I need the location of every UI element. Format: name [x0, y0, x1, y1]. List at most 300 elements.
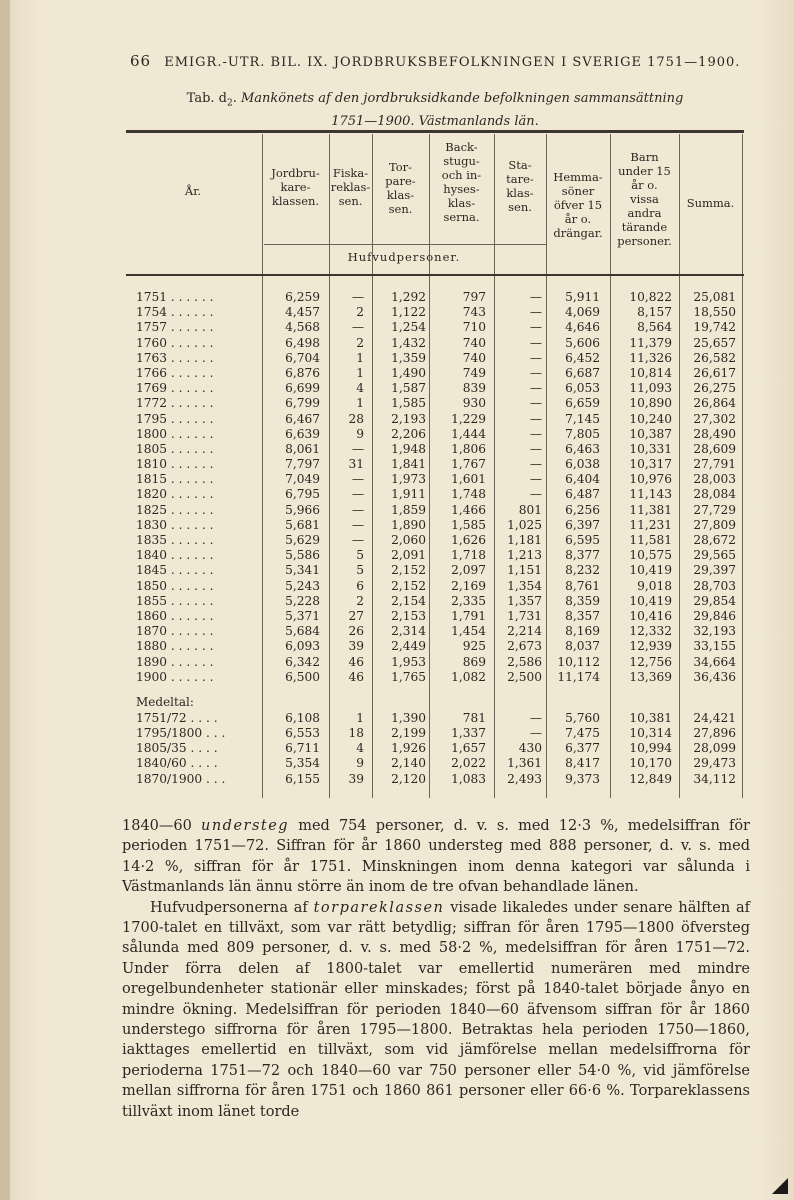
value-cell: 28,490	[693, 426, 736, 441]
year-cell: 1772 . . . . . .	[136, 396, 214, 411]
col-header-torpare: Tor- pare- klas- sen.	[385, 160, 416, 216]
group-header-rule	[264, 244, 547, 245]
value-cell: 1,841	[391, 457, 426, 472]
value-cell: 1,361	[507, 756, 542, 771]
value-cell: 12,756	[629, 654, 672, 669]
value-cell: 7,049	[285, 472, 320, 487]
value-cell: —	[529, 305, 542, 320]
value-cell: —	[529, 381, 542, 396]
table-row	[126, 427, 746, 442]
year-cell: 1820 . . . . . .	[136, 487, 214, 502]
page-number: 66	[130, 52, 152, 70]
value-cell: 10,419	[629, 593, 672, 608]
year-cell: 1757 . . . . . .	[136, 320, 214, 335]
value-cell: 1,718	[451, 548, 486, 563]
value-cell: 27,809	[693, 517, 736, 532]
value-cell: 710	[462, 320, 486, 335]
value-cell: 2,193	[391, 411, 426, 426]
value-cell: 801	[518, 502, 542, 517]
value-cell: 7,797	[285, 457, 320, 472]
value-cell: —	[351, 441, 364, 456]
value-cell: 13,369	[629, 669, 672, 684]
value-cell: —	[529, 350, 542, 365]
table-row	[126, 563, 746, 578]
value-cell: 5,911	[565, 290, 600, 304]
value-cell: 26,617	[693, 365, 736, 380]
value-cell: 6,053	[565, 381, 600, 396]
table-row	[126, 609, 746, 624]
average-row	[126, 726, 746, 741]
value-cell: 10,331	[629, 441, 672, 456]
value-cell: 740	[462, 350, 486, 365]
value-cell: 5,354	[285, 756, 320, 771]
col-header-year: År.	[184, 184, 202, 198]
value-cell: 10,994	[629, 741, 672, 756]
value-cell: 9	[356, 426, 364, 441]
value-cell: 10,822	[629, 290, 672, 304]
table-header-rule	[126, 274, 744, 276]
value-cell: 930	[462, 396, 486, 411]
value-cell: 8,169	[565, 624, 600, 639]
value-cell: —	[529, 726, 542, 741]
year-cell: 1763 . . . . . .	[136, 350, 214, 365]
value-cell: 10,387	[629, 426, 672, 441]
value-cell: 1,731	[507, 608, 542, 623]
value-cell: 5,586	[285, 548, 320, 563]
average-row	[126, 756, 746, 771]
value-cell: 29,846	[693, 608, 736, 623]
value-cell: 1,587	[391, 381, 426, 396]
value-cell: 6,687	[565, 365, 600, 380]
table-row	[126, 336, 746, 351]
value-cell: 797	[462, 290, 486, 304]
value-cell: 7,805	[565, 426, 600, 441]
value-cell: 1,466	[451, 502, 486, 517]
table-title-line1: Mankönets af den jordbruksidkande befolkningen sammansättning	[240, 91, 684, 106]
value-cell: 2,154	[391, 593, 426, 608]
value-cell: 29,854	[693, 593, 736, 608]
value-cell: 2,152	[391, 563, 426, 578]
value-cell: 6,038	[565, 457, 600, 472]
value-cell: 1,213	[507, 548, 542, 563]
year-cell: 1825 . . . . . .	[136, 502, 214, 517]
value-cell: 8,564	[637, 320, 672, 335]
value-cell: 27,302	[693, 411, 736, 426]
value-cell: 6,155	[285, 771, 320, 786]
table-row	[126, 518, 746, 533]
value-cell: 1	[356, 365, 364, 380]
value-cell: 11,381	[629, 502, 672, 517]
year-cell: 1760 . . . . . .	[136, 335, 214, 350]
value-cell: 6,108	[285, 710, 320, 725]
year-cell: 1795/1800 . . .	[136, 726, 226, 741]
value-cell: 8,061	[285, 441, 320, 456]
value-cell: 2,500	[507, 669, 542, 684]
value-cell: 1,953	[391, 654, 426, 669]
value-cell: 28,672	[693, 533, 736, 547]
value-cell: 6,259	[285, 290, 320, 304]
value-cell: —	[529, 365, 542, 380]
value-cell: 10,112	[557, 654, 600, 669]
value-cell: 1,359	[391, 350, 426, 365]
value-cell: 8,232	[565, 563, 600, 578]
table-row	[126, 533, 746, 548]
value-cell: 2,335	[451, 593, 486, 608]
value-cell: 29,473	[693, 756, 736, 771]
value-cell: 29,397	[693, 563, 736, 578]
value-cell: 2	[356, 593, 364, 608]
table-row	[126, 366, 746, 381]
value-cell: 6,639	[285, 426, 320, 441]
value-cell: 5,681	[285, 517, 320, 532]
value-cell: 6,342	[285, 654, 320, 669]
value-cell: 2,214	[507, 624, 542, 639]
value-cell: —	[529, 335, 542, 350]
value-cell: 4,646	[565, 320, 600, 335]
value-cell: 33,155	[693, 639, 736, 654]
year-cell: 1860 . . . . . .	[136, 608, 214, 623]
value-cell: 10,240	[629, 411, 672, 426]
value-cell: 749	[462, 365, 486, 380]
value-cell: 5,371	[285, 608, 320, 623]
table-row	[126, 655, 746, 670]
value-cell: —	[529, 290, 542, 304]
value-cell: 12,939	[629, 639, 672, 654]
value-cell: 11,581	[629, 533, 672, 547]
value-cell: 1,926	[391, 741, 426, 756]
value-cell: 12,849	[629, 771, 672, 786]
value-cell: 5	[356, 563, 364, 578]
table-row	[126, 639, 746, 654]
value-cell: 1	[356, 350, 364, 365]
table-row	[126, 487, 746, 502]
value-cell: 1,791	[451, 608, 486, 623]
table-row	[126, 442, 746, 457]
value-cell: 1,454	[451, 624, 486, 639]
value-cell: 2,673	[507, 639, 542, 654]
col-header-hemmasoner: Hemma- söner öfver 15 år o. drängar.	[553, 170, 603, 240]
value-cell: 1,973	[391, 472, 426, 487]
value-cell: 8,417	[565, 756, 600, 771]
value-cell: 29,565	[693, 548, 736, 563]
value-cell: 925	[462, 639, 486, 654]
value-cell: 10,416	[629, 608, 672, 623]
year-cell: 1850 . . . . . .	[136, 578, 214, 593]
value-cell: 5,629	[285, 533, 320, 547]
value-cell: 12,332	[629, 624, 672, 639]
value-cell: 5,228	[285, 593, 320, 608]
year-cell: 1800 . . . . . .	[136, 426, 214, 441]
corner-mark	[772, 1178, 788, 1194]
running-header	[130, 52, 750, 70]
table-row	[126, 548, 746, 563]
table-row	[126, 320, 746, 335]
value-cell: 2,206	[391, 426, 426, 441]
value-cell: 9,018	[637, 578, 672, 593]
value-cell: —	[529, 411, 542, 426]
value-cell: 31	[348, 457, 364, 472]
value-cell: 6,553	[285, 726, 320, 741]
value-cell: 8,357	[565, 608, 600, 623]
value-cell: 1,229	[451, 411, 486, 426]
col-header-fiskare: Fiska- reklas- sen.	[330, 166, 371, 208]
value-cell: 6,452	[565, 350, 600, 365]
value-cell: 2,449	[391, 639, 426, 654]
value-cell: —	[351, 290, 364, 304]
value-cell: 9,373	[565, 771, 600, 786]
value-cell: 2,097	[451, 563, 486, 578]
col-header-barn: Barn under 15 år o. vissa andra tärande personer.	[617, 150, 672, 248]
value-cell: 8,359	[565, 593, 600, 608]
value-cell: —	[529, 426, 542, 441]
value-cell: 6,467	[285, 411, 320, 426]
value-cell: 1,859	[391, 502, 426, 517]
value-cell: 6,500	[285, 669, 320, 684]
value-cell: 32,193	[693, 624, 736, 639]
value-cell: 10,890	[629, 396, 672, 411]
paragraph-2: Hufvudpersonerna af torpareklassen visade likaledes under senare hälften af 1700-talet en tillväxt, som var rätt betydlig; siffran för åren 1795—1800 öfversteg sålunda med 809 personer, d. v. s. med 58·2 %, medelsiffran för åren 1751—72. Under förra delen af 1800-talet var emellertid numerären med mindre oregelbundenheter stationär eller minskades; först på 1840-talet började ånyo en mindre ökning. Medelsiffran för perioden 1840—60 äfvensom siffran för år 1860 understego siffrorna för åren 1795—1800. Betraktas hela perioden 1750—1860, iakttages emellertid en tillväxt, som vid jämförelse mellan medelsiffrorna för perioderna 1751—72 och 1840—60 var 750 personer eller 54·0 %, vid jämförelse mellan siffrorna för åren 1751 och 1860 861 personer eller 66·6 %. Torpareklassens tillväxt inom länet torde	[122, 899, 750, 1120]
value-cell: 39	[348, 771, 364, 786]
year-cell: 1766 . . . . . .	[136, 365, 214, 380]
value-cell: 1,626	[451, 533, 486, 547]
value-cell: 9	[356, 756, 364, 771]
value-cell: 5,341	[285, 563, 320, 578]
average-row	[126, 772, 746, 787]
value-cell: 1,585	[451, 517, 486, 532]
table-caption: Tab. $d_2$. Mankönets af den jordbruksidkande befolkningen sammansättning 1751—1900. Västmanlands län.	[140, 90, 730, 130]
value-cell: 10,976	[629, 472, 672, 487]
value-cell: 781	[462, 710, 486, 725]
table-row	[126, 412, 746, 427]
value-cell: 6,876	[285, 365, 320, 380]
value-cell: 11,143	[629, 487, 672, 502]
value-cell: 6,659	[565, 396, 600, 411]
value-cell: 2,199	[391, 726, 426, 741]
value-cell: 27,896	[693, 726, 736, 741]
value-cell: 6,799	[285, 396, 320, 411]
value-cell: 26,582	[693, 350, 736, 365]
value-cell: 6,595	[565, 533, 600, 547]
value-cell: 25,657	[693, 335, 736, 350]
value-cell: 1,601	[451, 472, 486, 487]
value-cell: 1,122	[391, 305, 426, 320]
value-cell: 11,231	[629, 517, 672, 532]
value-cell: 1,025	[507, 517, 542, 532]
value-cell: 4	[356, 741, 364, 756]
value-cell: 2,022	[451, 756, 486, 771]
table-row	[126, 624, 746, 639]
group-header-hufvudpersoner: Hufvudpersoner.	[347, 250, 461, 264]
value-cell: 1,444	[451, 426, 486, 441]
value-cell: 18	[348, 726, 364, 741]
table-label: Tab. d	[186, 91, 227, 106]
table-label-sub: 2	[226, 98, 233, 109]
value-cell: 11,093	[629, 381, 672, 396]
value-cell: 1,657	[451, 741, 486, 756]
year-cell: 1870 . . . . . .	[136, 624, 214, 639]
value-cell: —	[351, 502, 364, 517]
value-cell: 1,432	[391, 335, 426, 350]
table-title-line2: 1751—1900. Västmanlands län.	[331, 113, 539, 129]
year-cell: 1751/72 . . . .	[136, 710, 218, 725]
value-cell: 1,767	[451, 457, 486, 472]
year-cell: 1805 . . . . . .	[136, 441, 214, 456]
paragraph-1: 1840—60 understeg med 754 personer, d. v. s. med 12·3 %, medelsiffran för perioden 1751—72. Siffran för år 1860 understeg med 888 personer, d. v. s. med 14·2 %, siffran för år 1751. Minskningen inom denna kategori var sålunda i Västmanlands län ännu större än inom de tre ofvan behandlade länen.	[122, 818, 750, 896]
col-header-statare: Sta- tare- klas- sen.	[506, 158, 534, 214]
value-cell: 1	[356, 396, 364, 411]
year-cell: 1880 . . . . . .	[136, 639, 214, 654]
year-cell: 1769 . . . . . .	[136, 381, 214, 396]
value-cell: 5,760	[565, 710, 600, 725]
value-cell: 5,243	[285, 578, 320, 593]
col-header-summa: Summa.	[686, 196, 735, 210]
value-cell: —	[351, 320, 364, 335]
value-cell: 10,314	[629, 726, 672, 741]
value-cell: 1,490	[391, 365, 426, 380]
table-row	[126, 396, 746, 411]
year-cell: 1805/35 . . . .	[136, 741, 218, 756]
value-cell: 2,120	[391, 771, 426, 786]
value-cell: 1,254	[391, 320, 426, 335]
value-cell: —	[529, 487, 542, 502]
value-cell: 26,275	[693, 381, 736, 396]
value-cell: 2,153	[391, 608, 426, 623]
value-cell: 25,081	[693, 290, 736, 304]
year-cell: 1840/60 . . . .	[136, 756, 218, 771]
col-header-backstugu: Back- stugu- och in- hyses- klas- serna.	[441, 140, 482, 224]
value-cell: 46	[348, 669, 364, 684]
table-row	[126, 579, 746, 594]
value-cell: 6,704	[285, 350, 320, 365]
value-cell: 5,966	[285, 502, 320, 517]
year-cell: 1815 . . . . . .	[136, 472, 214, 487]
table-row	[126, 351, 746, 366]
year-cell: 1845 . . . . . .	[136, 563, 214, 578]
value-cell: 7,475	[565, 726, 600, 741]
value-cell: 28,703	[693, 578, 736, 593]
page-spine	[0, 0, 10, 1200]
value-cell: 6	[356, 578, 364, 593]
year-cell: 1795 . . . . . .	[136, 411, 214, 426]
value-cell: 11,326	[629, 350, 672, 365]
year-cell: 1900 . . . . . .	[136, 669, 214, 684]
year-cell: 1754 . . . . . .	[136, 305, 214, 320]
value-cell: 4,457	[285, 305, 320, 320]
value-cell: 1,337	[451, 726, 486, 741]
value-cell: 2,152	[391, 578, 426, 593]
table-row	[126, 472, 746, 487]
value-cell: 28	[348, 411, 364, 426]
averages-label: Medeltal:	[136, 694, 194, 709]
value-cell: 2,140	[391, 756, 426, 771]
value-cell: 1	[356, 710, 364, 725]
value-cell: 4,568	[285, 320, 320, 335]
value-cell: 743	[462, 305, 486, 320]
table-body	[126, 290, 746, 787]
value-cell: 24,421	[693, 710, 736, 725]
table-row	[126, 305, 746, 320]
value-cell: 1,390	[391, 710, 426, 725]
value-cell: 839	[462, 381, 486, 396]
value-cell: 2	[356, 305, 364, 320]
year-cell: 1835 . . . . . .	[136, 533, 214, 547]
body-text	[122, 816, 750, 1122]
value-cell: —	[529, 441, 542, 456]
value-cell: 1,890	[391, 517, 426, 532]
averages-heading	[126, 693, 746, 711]
value-cell: 18,550	[693, 305, 736, 320]
value-cell: 6,711	[285, 741, 320, 756]
value-cell: 869	[462, 654, 486, 669]
value-cell: —	[529, 457, 542, 472]
value-cell: 1,748	[451, 487, 486, 502]
value-cell: 11,379	[629, 335, 672, 350]
value-cell: 6,487	[565, 487, 600, 502]
value-cell: 34,112	[693, 771, 736, 786]
value-cell: 2,091	[391, 548, 426, 563]
year-cell: 1870/1900 . . .	[136, 771, 226, 786]
value-cell: 10,170	[629, 756, 672, 771]
value-cell: 4,069	[565, 305, 600, 320]
value-cell: 6,397	[565, 517, 600, 532]
value-cell: 1,292	[391, 290, 426, 304]
table-row	[126, 670, 746, 685]
value-cell: 6,093	[285, 639, 320, 654]
value-cell: 10,419	[629, 563, 672, 578]
value-cell: 2,169	[451, 578, 486, 593]
value-cell: 8,157	[637, 305, 672, 320]
value-cell: 36,436	[693, 669, 736, 684]
value-cell: 6,795	[285, 487, 320, 502]
value-cell: 5,606	[565, 335, 600, 350]
emphasis-understeg: understeg	[200, 818, 290, 834]
running-title: EMIGR.-UTR. BIL. IX. JORDBRUKSBEFOLKNINGEN I SVERIGE 1751—1900.	[164, 55, 741, 70]
value-cell: 27	[348, 608, 364, 623]
value-cell: 28,609	[693, 441, 736, 456]
col-header-jordbrukare: Jordbru- kare- klassen.	[271, 166, 320, 208]
value-cell: 6,404	[565, 472, 600, 487]
value-cell: —	[351, 517, 364, 532]
value-cell: 46	[348, 654, 364, 669]
emphasis-torpareklassen: torpareklassen	[313, 899, 445, 916]
value-cell: 19,742	[693, 320, 736, 335]
value-cell: 7,145	[565, 411, 600, 426]
value-cell: 39	[348, 639, 364, 654]
value-cell: 11,174	[557, 669, 600, 684]
value-cell: 10,317	[629, 457, 672, 472]
value-cell: 27,729	[693, 502, 736, 517]
year-cell: 1751 . . . . . .	[136, 290, 214, 304]
value-cell: 1,948	[391, 441, 426, 456]
value-cell: 2,314	[391, 624, 426, 639]
value-cell: 5	[356, 548, 364, 563]
value-cell: 430	[518, 741, 542, 756]
table-row	[126, 381, 746, 396]
value-cell: 1,354	[507, 578, 542, 593]
value-cell: 26,864	[693, 396, 736, 411]
value-cell: 4	[356, 381, 364, 396]
value-cell: —	[529, 710, 542, 725]
value-cell: 28,084	[693, 487, 736, 502]
value-cell: 8,377	[565, 548, 600, 563]
value-cell: 1,806	[451, 441, 486, 456]
value-cell: 6,463	[565, 441, 600, 456]
value-cell: 1,082	[451, 669, 486, 684]
average-row	[126, 741, 746, 756]
table-row	[126, 503, 746, 518]
value-cell: 1,585	[391, 396, 426, 411]
value-cell: 6,377	[565, 741, 600, 756]
